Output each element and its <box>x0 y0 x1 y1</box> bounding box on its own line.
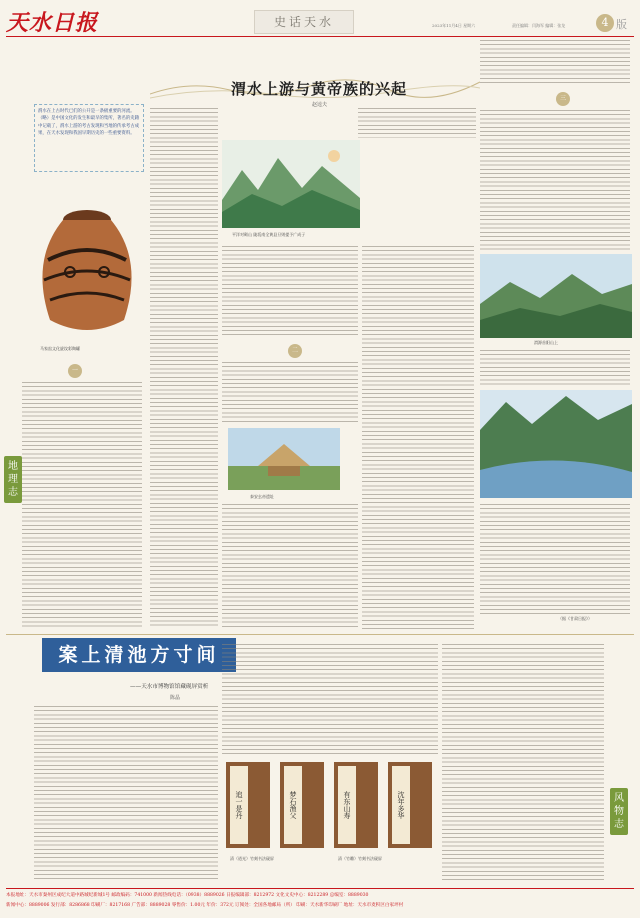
screen-4: 沈年多华 <box>388 762 432 848</box>
weiyuan-gorge-photo <box>480 390 632 498</box>
screen-3: 有东山寿 <box>334 762 378 848</box>
article-end-note: （据《甘肃日报》） <box>558 616 592 621</box>
section-title-box <box>254 10 354 34</box>
footer-rule <box>6 888 634 889</box>
bottom-column-1-text <box>34 706 218 882</box>
right-column-text-b <box>480 350 630 386</box>
photo2-caption: 渭源首阳山上 <box>534 340 558 345</box>
page-number-badge: 4 <box>596 14 614 32</box>
painting-caption: 平洋对砌山 陇坂南全黄县旦则提予广成子 <box>232 232 306 237</box>
bottom-article-author: 陈晶 <box>170 695 181 701</box>
column-3-text-c <box>222 504 358 630</box>
right-column-text-c <box>480 504 630 614</box>
section-mark-2: 二 <box>288 344 302 358</box>
right-top-text <box>480 40 630 84</box>
section-title: 史话天水 <box>273 15 334 29</box>
section-divider <box>6 634 634 635</box>
footer-line-1: 本报地址：天水市秦州区成纪大道中路城纪新城1号 邮政编码：741000 新闻热线电话：（0938）8889026 日报编辑部：8212972 文化文史中心：8212289 总编室：8889030 <box>6 893 369 898</box>
bottom-column-2-text <box>222 644 438 754</box>
footer-line-2: 新闻中心：8889006 发行部：8286868 印刷厂：8217168 广告部：8889028 零售价：1.00元 年价：372元 订阅处：全国各地邮局（所） 印刷：天水新华印刷厂 地址：天水市麦积区白家坪村 <box>6 903 404 908</box>
painted-pottery-image <box>20 180 154 342</box>
left-column-text <box>22 382 142 630</box>
landscape-painting-image <box>222 140 360 228</box>
column-3-text-a <box>222 246 358 338</box>
column-4-top-text <box>358 108 476 138</box>
screen-1: 追一是丹 <box>226 762 270 848</box>
article-author: 赵逵夫 <box>312 102 328 108</box>
column-4-text <box>362 246 474 630</box>
article-intro-box <box>34 104 144 172</box>
pot-caption: 马家窑文化旋纹彩陶罐 <box>40 346 80 351</box>
bottom-column-3-text <box>442 644 604 882</box>
article-title: 渭水上游与黄帝族的兴起 <box>230 80 407 98</box>
section-mark-1: 一 <box>68 364 82 378</box>
xuanyuan-site-photo <box>228 428 340 490</box>
masthead-rule <box>6 36 634 37</box>
section-mark-3: 三 <box>556 92 570 106</box>
artifacts-vertical-tag: 风物志 <box>610 788 628 835</box>
shouyang-mountain-photo <box>480 254 632 338</box>
page-suffix: 版 <box>616 18 627 31</box>
article-intro: 渭水在上古时代已们的公开是一条极重要的河流。（略）是中国文化的发生和最早的集所，著名的史籍中记载了，渭水上游的考古发现和当地的传承考古成果，在天水发现和我国早期历史的一些重要资料。 <box>38 109 139 137</box>
newspaper-logo: 天水日报 <box>6 10 99 36</box>
geography-vertical-tag: 地理志 <box>4 456 22 503</box>
date-line: 2023年11月4日 星期六 <box>432 23 476 28</box>
bottom-article-subtitle: ——天水市博物馆馆藏砚屏赏析 <box>130 684 209 690</box>
screen-caption-1: 清（道光）竹刻书法砚屏 <box>230 856 274 861</box>
bottom-article-title: 案上清池方寸间 <box>42 638 236 672</box>
column-3-text-b <box>222 362 358 422</box>
editor-line: 责任编辑：闫海军 编辑：张龙 <box>512 23 566 28</box>
ink-screens-image <box>222 758 438 870</box>
right-column-text-a <box>480 110 630 250</box>
column-2-text <box>150 108 218 628</box>
screen-2: 梦石渔父 <box>280 762 324 848</box>
screen-caption-2: 清（竹雕）竹刻书法砚屏 <box>338 856 382 861</box>
photo1-caption: 泰安玄帝遗址 <box>250 494 274 499</box>
